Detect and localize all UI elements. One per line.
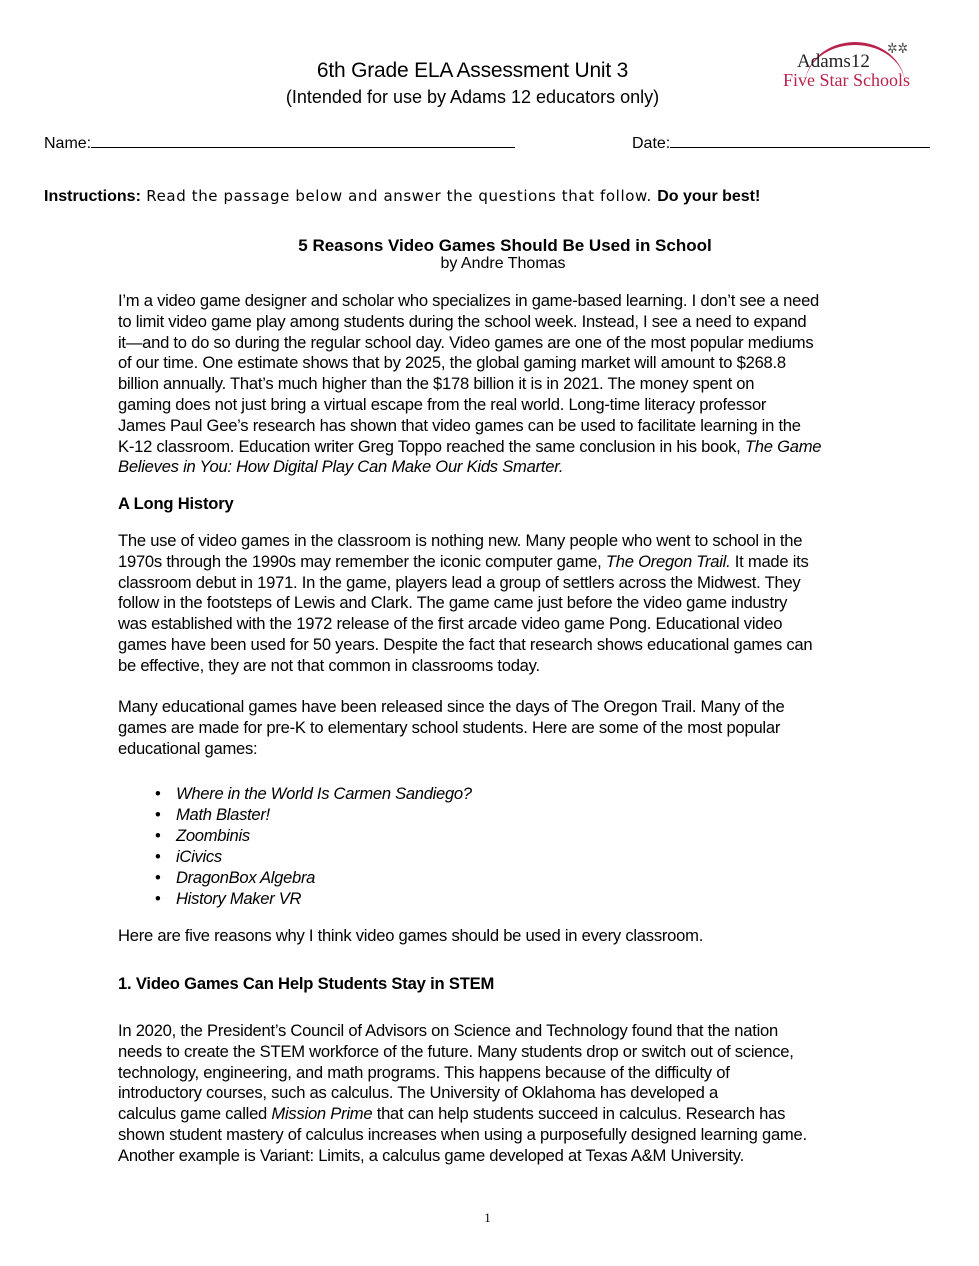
text-line: was established with the 1972 release of the first arcade video game Pong. Educational video [118, 614, 783, 634]
page-number: 1 [484, 1210, 491, 1225]
date-field[interactable] [632, 133, 930, 153]
game-title: Mission Prime [271, 1104, 373, 1124]
document-title: 6th Grade ELA Assessment Unit 3 [316, 59, 629, 82]
name-input-line[interactable] [91, 133, 515, 148]
section-heading-history: A Long History [118, 494, 234, 513]
text-line: of our time. One estimate shows that by 2025, the global gaming market will amount to $268.8 [118, 353, 786, 373]
instructions-emphasis: Do your best! [657, 188, 761, 205]
date-label: Date: [632, 135, 671, 152]
book-title: The Game [744, 436, 822, 456]
logo-line1: Adams12 [797, 51, 870, 72]
section-heading-stem: 1. Video Games Can Help Students Stay in STEM [118, 974, 495, 993]
logo-line2: Five Star Schools [783, 70, 911, 90]
text-line: to limit video game play among students during the school week. Instead, I see a need to expand [118, 311, 807, 331]
text-line: billion annually. That’s much higher than the $178 billion it is in 2021. The money spent on [118, 374, 755, 394]
text-line: Another example is Variant: Limits, a calculus game developed at Texas A&M University. [118, 1145, 744, 1165]
date-input-line[interactable] [670, 133, 930, 148]
text-fragment: calculus game called [118, 1104, 272, 1124]
text-line: needs to create the STEM workforce of the future. Many students drop or switch out of science, [118, 1041, 794, 1061]
text-line: Many educational games have been released since the days of The Oregon Trail. Many of the [118, 697, 785, 716]
text-line: it—and to do so during the regular school day. Video games are one of the most popular mediums [118, 332, 814, 352]
history-paragraph-1 [118, 531, 898, 677]
list-item: • Where in the World Is Carmen Sandiego? [155, 783, 472, 804]
text-line: games have been used for 50 years. Despite the fact that research shows educational games can [118, 634, 813, 654]
text-line: be effective, they are not that common in classrooms today. [118, 655, 540, 675]
text-line [118, 1104, 898, 1125]
text-line: The use of video games in the classroom is nothing new. Many people who went to school in the [118, 531, 803, 550]
list-item: • DragonBox Algebra [155, 867, 472, 888]
instructions-lead: Instructions: [44, 188, 141, 205]
document-subtitle: (Intended for use by Adams 12 educators only) [285, 87, 660, 107]
text-fragment: 1970s through the 1990s may remember the iconic computer game, [118, 551, 606, 571]
text-line: technology, engineering, and math programs. This happens because of the difficulty of [118, 1062, 730, 1082]
text-line: shown student mastery of calculus increases when using a purposefully designed learning game. [118, 1124, 807, 1144]
game-title: The Oregon Trail. [605, 551, 731, 571]
text-line: James Paul Gee’s research has shown that video games can be used to facilitate learning in the [118, 415, 801, 435]
text-line [118, 457, 898, 478]
text-line: educational games: [118, 738, 258, 758]
instructions-text: Read the passage below and answer the questions that follow. [140, 187, 658, 205]
stem-paragraph [118, 1021, 898, 1167]
name-field[interactable] [44, 133, 515, 153]
text-line: follow in the footsteps of Lewis and Clark. The game came just before the video game industry [118, 593, 788, 613]
text-line: In 2020, the President’s Council of Advisors on Science and Technology found that the nation [118, 1021, 778, 1040]
article-title: 5 Reasons Video Games Should Be Used in School [298, 236, 712, 255]
list-item: • Math Blaster! [155, 804, 472, 825]
text-fragment: It made its [730, 551, 809, 571]
text-line: Here are five reasons why I think video games should be used in every classroom. [118, 926, 704, 945]
text-line: I’m a video game designer and scholar who specializes in game-based learning. I don’t see a need [118, 291, 820, 310]
name-label: Name: [44, 135, 92, 152]
adams12-logo [783, 42, 923, 94]
history-paragraph-2 [118, 697, 898, 759]
text-line: classroom debut in 1971. In the game, players lead a group of settlers across the Midwest. They [118, 572, 801, 592]
text-fragment: that can help students succeed in calculus. Research has [372, 1104, 786, 1124]
list-item: • History Maker VR [155, 888, 472, 909]
text-line: games are made for pre-K to elementary school students. Here are some of the most popular [118, 717, 781, 737]
intro-paragraph [118, 291, 898, 478]
text-fragment: K-12 classroom. Education writer Greg Toppo reached the same conclusion in his book, [118, 436, 745, 456]
book-title-cont: Believes in You: How Digital Play Can Make Our Kids Smarter. [118, 457, 564, 477]
list-item: • iCivics [155, 846, 472, 867]
text-line [118, 552, 898, 573]
games-list [155, 783, 472, 909]
article-byline: by Andre Thomas [440, 255, 566, 272]
text-line: gaming does not just bring a virtual escape from the real world. Long-time literacy professor [118, 394, 767, 414]
history-paragraph-3 [118, 926, 898, 947]
text-line: introductory courses, such as calculus. The University of Oklahoma has developed a [118, 1083, 718, 1103]
list-item: • Zoombinis [155, 825, 472, 846]
instructions [44, 187, 760, 206]
stars-icon: ✲✲ [887, 41, 909, 57]
text-line [118, 437, 898, 458]
